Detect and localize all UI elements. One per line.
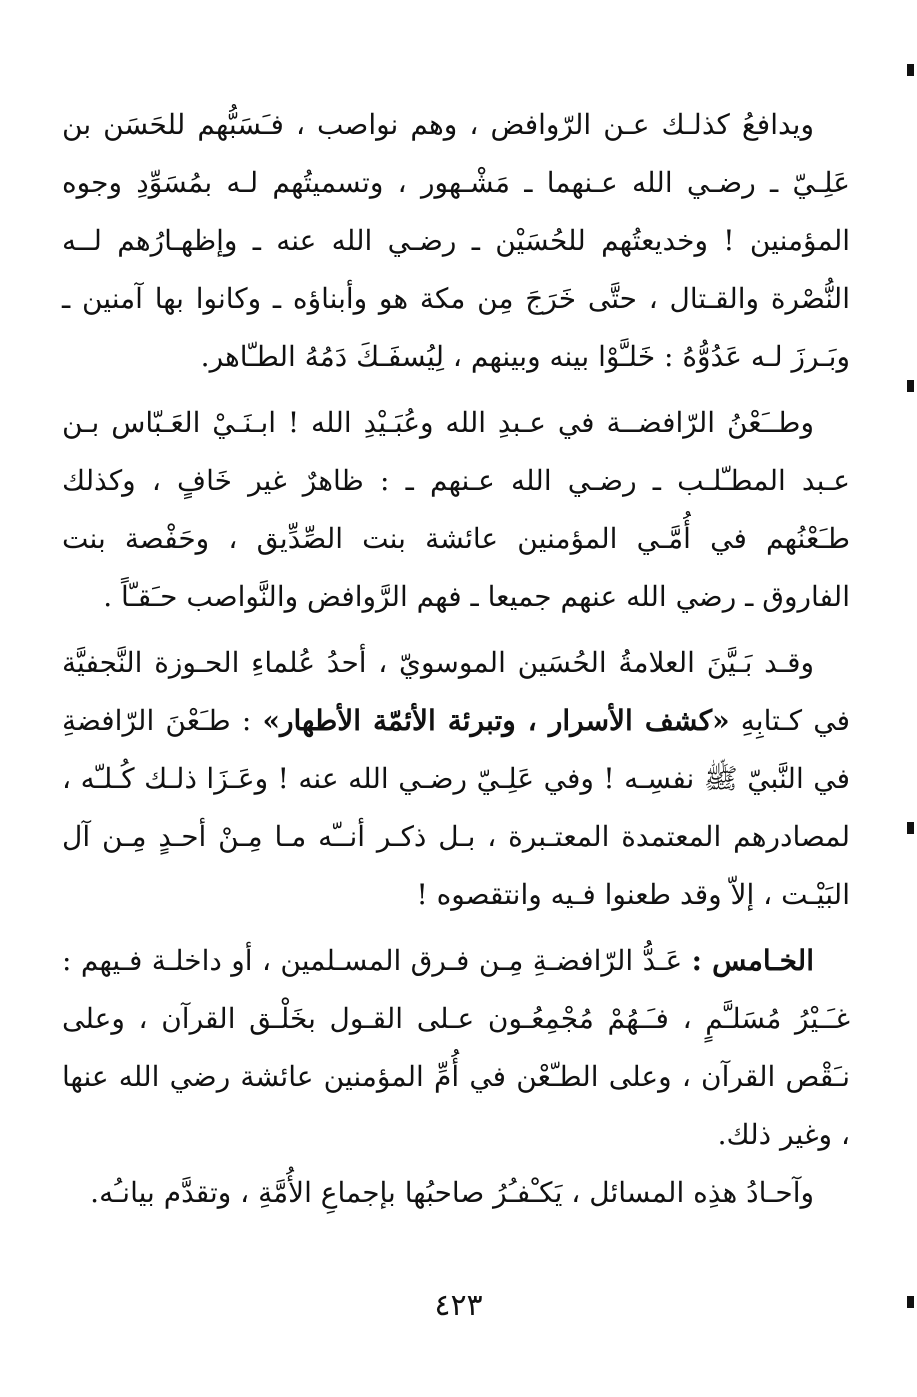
paragraph-2: وطــَعْنُ الرّافضــة في عـبدِ الله وعُبَـيْدِ الله ! ابـنَـيْ العَـبّاس بـن عـبد المطـّلـب ـ رضـي الله عـنهم ـ : ظاهرٌ غير خَافٍ ، وكذلك طـَعْنُهم في أُمَّـي المؤمنين عائشة بنت الصِّدِّيق ، وحَفْصة بنت الفاروق ـ رضي الله عنهم جميعا ـ فهم الرَّوافض والنَّواصب حـَقـّاً . — [62, 406, 850, 613]
edge-mark — [907, 380, 914, 392]
paragraph-4-lead: الخـامس : — [691, 944, 814, 977]
paragraph-5: وآحـادُ هذِه المسائل ، يَكـْفـُرُ صاحبُها بإجماعِ الأُمَّةِ ، وتقدَّم بيانـُه. — [90, 1176, 814, 1209]
paragraph-3-before: وقـد بَـيَّنَ العلامةُ الحُسَين الموسويّ ، أحدُ عُلماءِ الحـوزة النَّجفيَّة في كـتابِهِ — [62, 646, 851, 737]
paragraph-3 — [62, 634, 850, 924]
paragraph-3-after: : طـَعْنَ الرّافضةِ في النَّبيّ ﷺ نفسِـه ! وفي عَلِـيّ رضـي الله عنه ! وعَـزَا ذلـك كُـلـّه ، لمصادرهم المعتمدة المعتـبرة ، بـل ذكـر أنــّه مـا مِـنْ أحـدٍ مِـن آل البَيْـت ، إلاّ وقد طعنوا فـيه وانتقصوه ! — [62, 704, 850, 911]
edge-mark — [907, 822, 914, 834]
paragraph-4-text: عَـدُّ الرّافضـةِ مِـن فـرق المسـلمين ، أو داخلـة فـيهم : غـَـيْرُ مُسَلـَّمٍ ، فـَـهُمْ مُجْمِعُـون عـلى القـول بخَلْـق القرآن ، وعلى نـَقْص القرآن ، وعلى الطـّعْن في أُمِّ المؤمنين عائشة رضي الله عنها ، وغير ذلك. — [62, 944, 850, 1151]
page-number: ٤٢٣ — [434, 1288, 483, 1323]
edge-mark — [907, 1296, 914, 1308]
paragraph-1: ويدافعُ كذلـك عـن الرّوافض ، وهم نواصب ، فـَسَبُّهم للحَسَن بن عَلِـيّ ـ رضـي الله عـنهما ـ مَشْـهور ، وتسميتُهم لـه بمُسَوِّدِ وجوه المؤمنين ! وخديعتُهم للحُسَيْن ـ رضـي الله عنه ـ وإظهـارُهم لــه النُّصْرة والقـتال ، حتَّى خَرَجَ مِن مكة هو وأبناؤه ـ وكانوا بها آمنين ـ وبَـرزَ لـه عَدُوُّهُ : خَلـَّوْا بينه وبينهم ، لِيُسفَـكَ دَمُهُ الطـّاهر. — [62, 108, 850, 373]
book-title: «كشف الأسرار ، وتبرئة الأئمّة الأطهار» — [262, 704, 730, 737]
paragraph-4 — [62, 932, 850, 1164]
page-body — [62, 96, 850, 1222]
edge-mark — [907, 64, 914, 76]
